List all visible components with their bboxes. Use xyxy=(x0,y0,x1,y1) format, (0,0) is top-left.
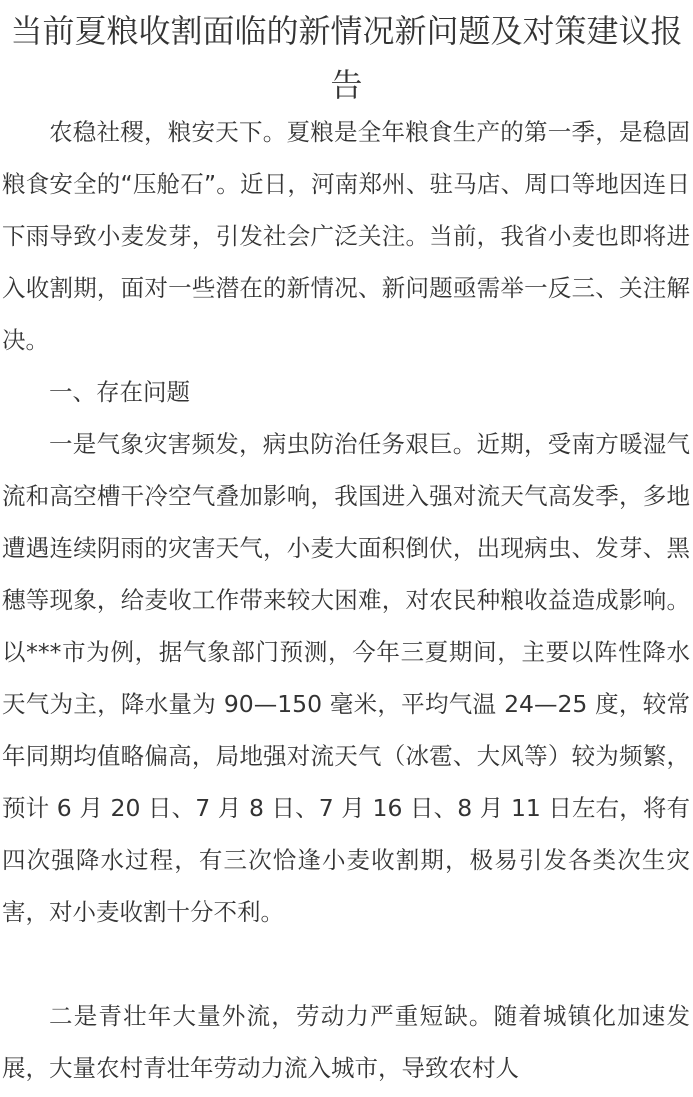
paragraph-labor-shortage: 二是青壮年大量外流，劳动力严重短缺。随着城镇化加速发展，大量农村青壮年劳动力流入城市，导致农村人 xyxy=(2,1002,690,1082)
section-heading-problems: 一、存在问题 xyxy=(49,378,190,406)
document-title: 当前夏粮收割面临的新情况新问题及对策建议报告 xyxy=(10,12,683,104)
paragraph-intro: 农稳社稷，粮安天下。夏粮是全年粮食生产的第一季，是稳固粮食安全的“压舱石”。近日，河南郑州、驻马店、周口等地因连日下雨导致小麦发芽，引发社会广泛关注。当前，我省小麦也即将进入收割期，面对一些潜在的新情况、新问题亟需举一反三、关注解决。 xyxy=(2,118,690,354)
paragraph-weather-disasters: 一是气象灾害频发，病虫防治任务艰巨。近期，受南方暖湿气流和高空槽干冷空气叠加影响，我国进入强对流天气高发季，多地遭遇连续阴雨的灾害天气，小麦大面积倒伏，出现病虫、发芽、黑穗等现象，给麦收工作带来较大困难，对农民种粮收益造成影响。以***市为例，据气象部门预测，今年三夏期间，主要以阵性降水天气为主，降水量为 90—150 毫米，平均气温 24—25 度，较常年同期均值略偏高，局地强对流天气（冰雹、大风等）较为频繁，预计 6 月 20 日、7 月 8 日、7 月 16 日、8 月 11 日左右，将有四次强降水过程，有三次恰逢小麦收割期，极易引发各类次生灾害，对小麦收割十分不利。 xyxy=(2,430,690,926)
